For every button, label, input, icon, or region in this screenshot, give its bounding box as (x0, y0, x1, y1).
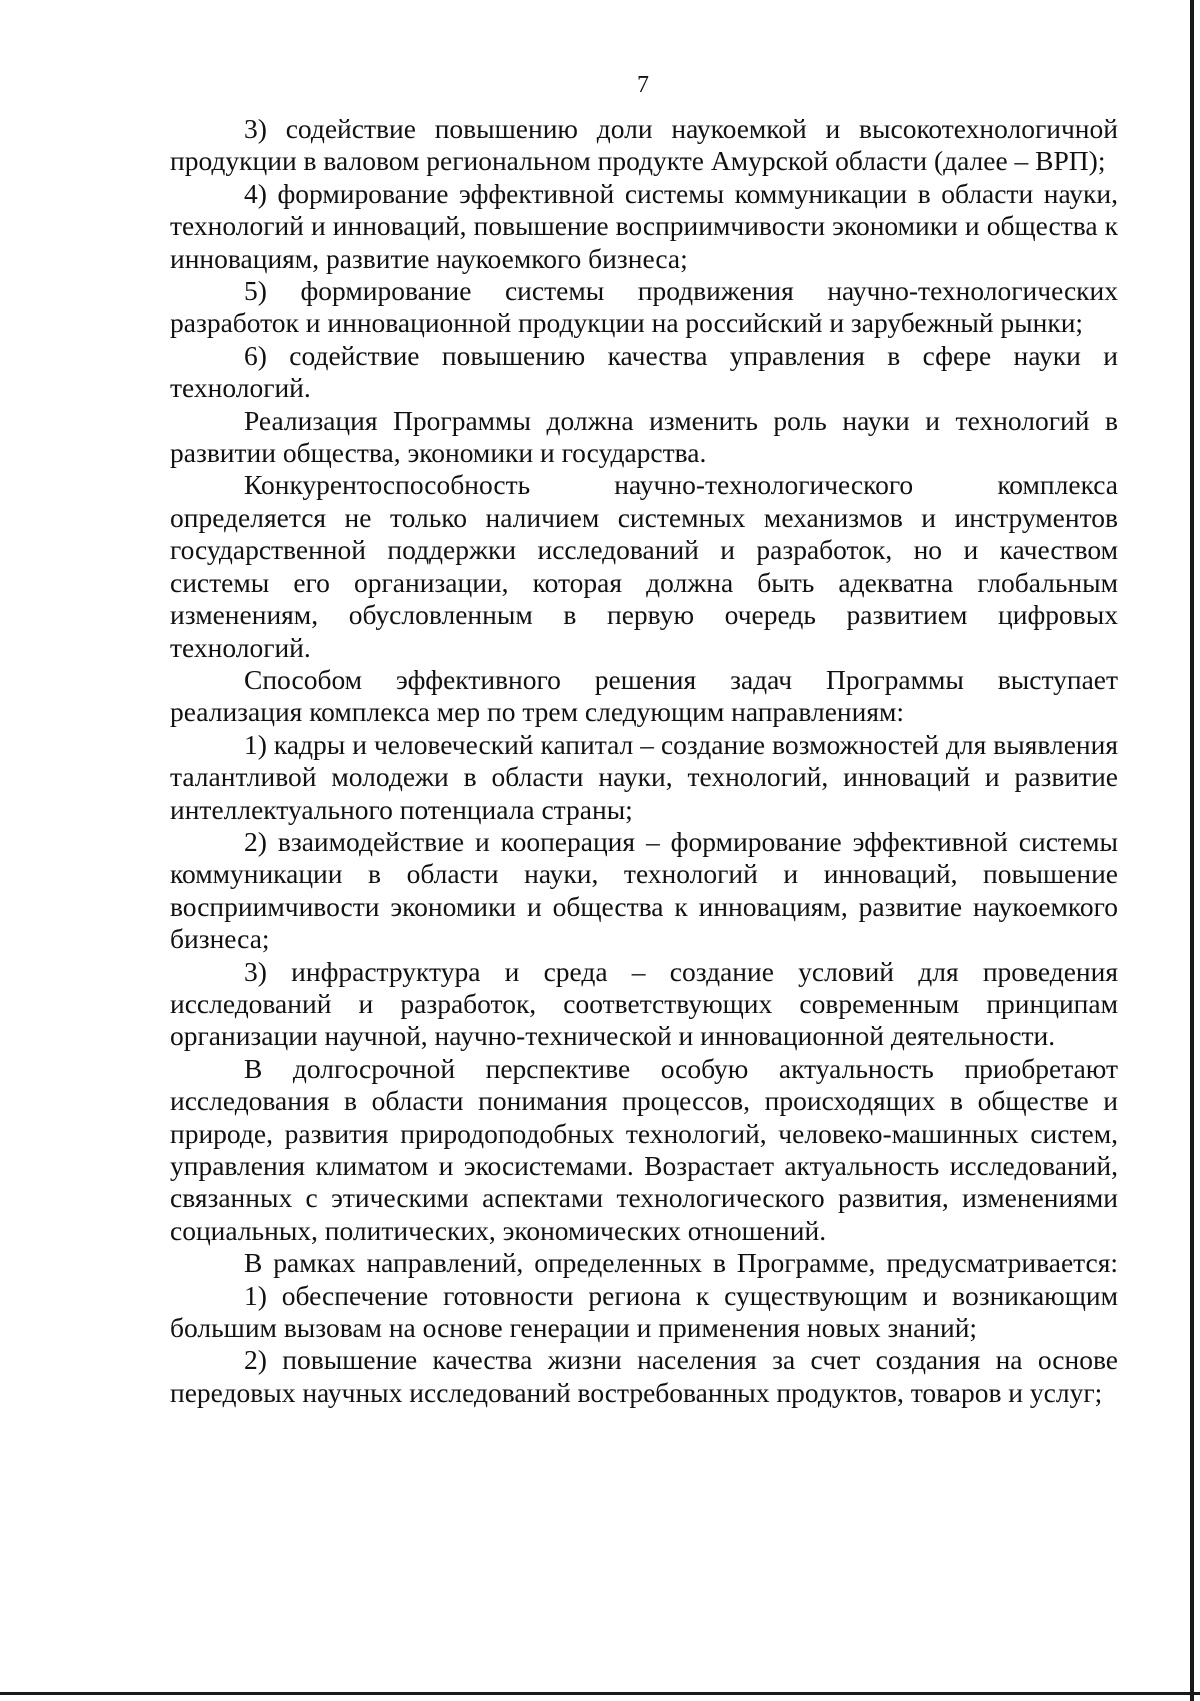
paragraph-direction-2: 2) взаимодействие и кооперация – формирование эффективной системы коммуникации в области науки, технологий и инноваций, повышение восприимчивости экономики и общества к инновациям, развитие наукоемкого бизнеса; (170, 825, 1118, 955)
paragraph-provisions-intro: В рамках направлений, определенных в Программе, предусматривается: (244, 1247, 1118, 1279)
paragraph-competitiveness: Конкурентоспособность научно-технологического комплекса определяется не только наличием системных механизмов и инструментов государственной поддержки исследований и разработок, но и качеством системы его организации, которая должна быть адекватна глобальным изменениям, обусловленным в первую очередь развитием цифровых технологий. (170, 469, 1118, 663)
paragraph-goal-5: 5) формирование системы продвижения научно-технологических разработок и инновационной продукции на российский и зарубежный рынки; (170, 275, 1118, 339)
paragraph-direction-1: 1) кадры и человеческий капитал – создание возможностей для выявления талантливой молодежи в области науки, технологий, инноваций и развитие интеллектуального потенциала страны; (170, 728, 1118, 825)
scan-edge-right (1190, 0, 1194, 1701)
paragraph-provision-2: 2) повышение качества жизни населения за счет создания на основе передовых научных исследований востребованных продуктов, товаров и услуг; (170, 1344, 1118, 1408)
paragraph-provision-1: 1) обеспечение готовности региона к существующим и возникающим большим вызовам на основе генерации и применения новых знаний; (170, 1279, 1118, 1344)
paragraph-goal-4: 4) формирование эффективной системы коммуникации в области науки, технологий и инноваций, повышение восприимчивости экономики и общества к инновациям, развитие наукоемкого бизнеса; (170, 177, 1118, 274)
paragraph-direction-3: 3) инфраструктура и среда – создание условий для проведения исследований и разработок, соответствующих современным принципам организации научной, научно-технической и инновационной деятельности. (170, 955, 1118, 1052)
paragraph-goal-6: 6) содействие повышению качества управления в сфере науки и технологий. (170, 339, 1118, 404)
paragraph-program-role: Реализация Программы должна изменить роль науки и технологий в развитии общества, экономики и государства. (170, 404, 1118, 469)
page-number: 7 (637, 72, 649, 98)
paragraph-goal-3: 3) содействие повышению доли наукоемкой и высокотехнологичной продукции в валовом региональном продукте Амурской области (далее – ВРП); (170, 113, 1118, 177)
document-body (170, 113, 1118, 1409)
paragraph-long-term: В долгосрочной перспективе особую актуальность приобретают исследования в области понимания процессов, происходящих в обществе и природе, развития природоподобных технологий, человеко-машинных систем, управления климатом и экосистемами. Возрастает актуальность исследований, связанных с этическими аспектами технологического развития, изменениями социальных, политических, экономических отношений. (170, 1052, 1118, 1246)
paragraph-solution-method: Способом эффективного решения задач Программы выступает реализация комплекса мер по трем следующим направлениям: (170, 663, 1118, 728)
scan-edge-bottom (0, 1692, 1200, 1695)
